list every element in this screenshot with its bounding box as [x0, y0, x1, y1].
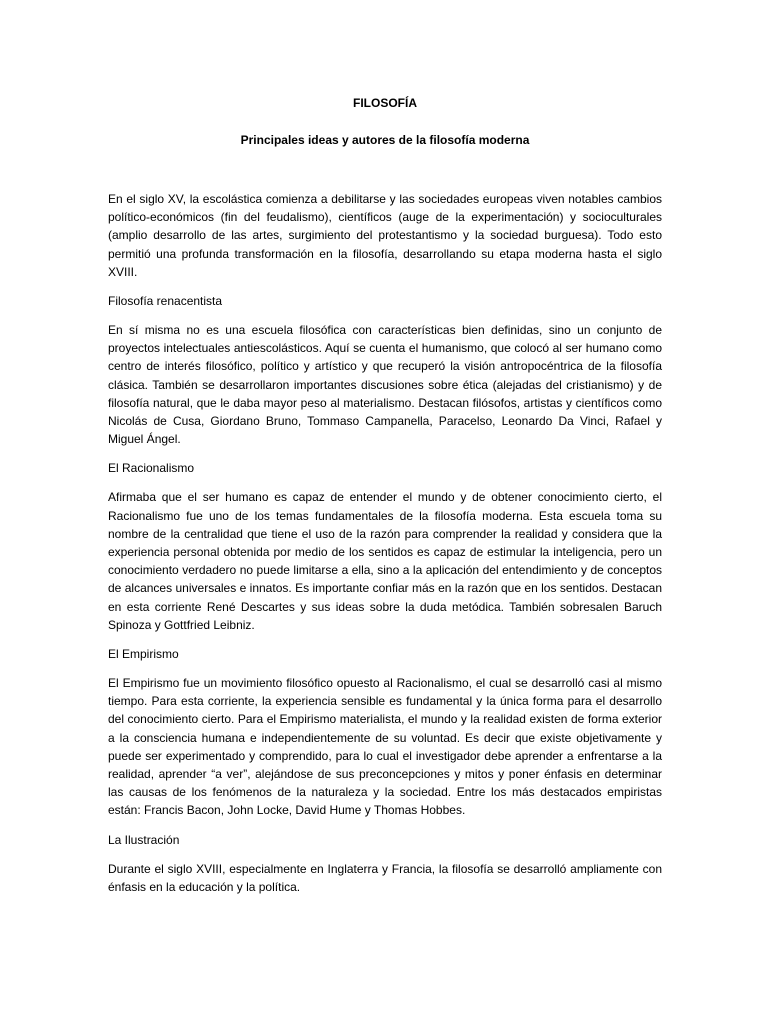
- section-heading: Filosofía renacentista: [108, 294, 223, 309]
- section-renacentista: [108, 293, 662, 448]
- section-paragraph: En sí misma no es una escuela filosófica con características bien definidas, sino un conjunto de proyectos intelectuales antiescolásticos. Aquí se cuenta el humanismo, que colocó al ser humano como centro de interés filosófico, político y artístico y que recuperó la visión antropocéntrica de la filosofía clásica. También se desarrollaron importantes discusiones sobre ética (alejadas del cristianismo) y de filosofía natural, que le daba mayor peso al materialismo. Destacan filósofos, artistas y científicos como Nicolás de Cusa, Giordano Bruno, Tommaso Campanella, Paracelso, Leonardo Da Vinci, Rafael y Miguel Ángel.: [108, 323, 662, 447]
- section-ilustracion: [108, 832, 662, 896]
- section-paragraph: Afirmaba que el ser humano es capaz de entender el mundo y de obtener conocimiento cierto, el Racionalismo fue uno de los temas fundamentales de la filosofía moderna. Esta escuela toma su nombre de la centralidad que tiene el uso de la razón para comprender la realidad y considera que la experiencia personal obtenida por medio de los sentidos es capaz de estimular la inteligencia, pero un conocimiento verdadero no puede limitarse a ella, sino a la aplicación del entendimiento y de conceptos de alcances universales e innatos. Es importante confiar más en la razón que en los sentidos. Destacan en esta corriente René Descartes y sus ideas sobre la duda metódica. También sobresalen Baruch Spinoza y Gottfried Leibniz.: [108, 490, 662, 632]
- intro-block: [108, 190, 662, 281]
- section-heading: La Ilustración: [108, 832, 180, 847]
- section-racionalismo: [108, 460, 662, 634]
- section-paragraph: El Empirismo fue un movimiento filosófico opuesto al Racionalismo, el cual se desarrolló casi al mismo tiempo. Para esta corriente, la experiencia sensible es fundamental y la única forma para el desarrollo del conocimiento cierto. Para el Empirismo materialista, el mundo y la realidad existen de forma exterior a la consciencia humana e independientemente de su voluntad. Es decir que existe objetivamente y puede ser experimentado y comprendido, para lo cual el investigador debe aprender a enfrentarse a la realidad, aprender “a ver”, alejándose de sus preconcepciones y mitos y poner énfasis en determinar las causas de los fenómenos de la naturaleza y la sociedad. Entre los más destacados empiristas están: Francis Bacon, John Locke, David Hume y Thomas Hobbes.: [108, 676, 662, 818]
- section-heading: El Empirismo: [108, 647, 179, 662]
- document-title: FILOSOFÍA: [353, 96, 417, 110]
- section-paragraph: Durante el siglo XVIII, especialmente en Inglaterra y Francia, la filosofía se desarrolló ampliamente con énfasis en la educación y la política.: [108, 861, 662, 894]
- intro-paragraph: En el siglo XV, la escolástica comienza a debilitarse y las sociedades europeas viven notables cambios político-económicos (fin del feudalismo), científicos (auge de la experimentación) y socioculturales (amplio desarrollo de las artes, surgimiento del protestantismo y la sociedad burguesa). Todo esto permitió una profunda transformación en la filosofía, desarrollando su etapa moderna hasta el siglo XVIII.: [108, 192, 662, 279]
- section-heading: El Racionalismo: [108, 461, 195, 476]
- section-empirismo: [108, 646, 662, 820]
- document-subtitle: Principales ideas y autores de la filosofía moderna: [240, 133, 530, 147]
